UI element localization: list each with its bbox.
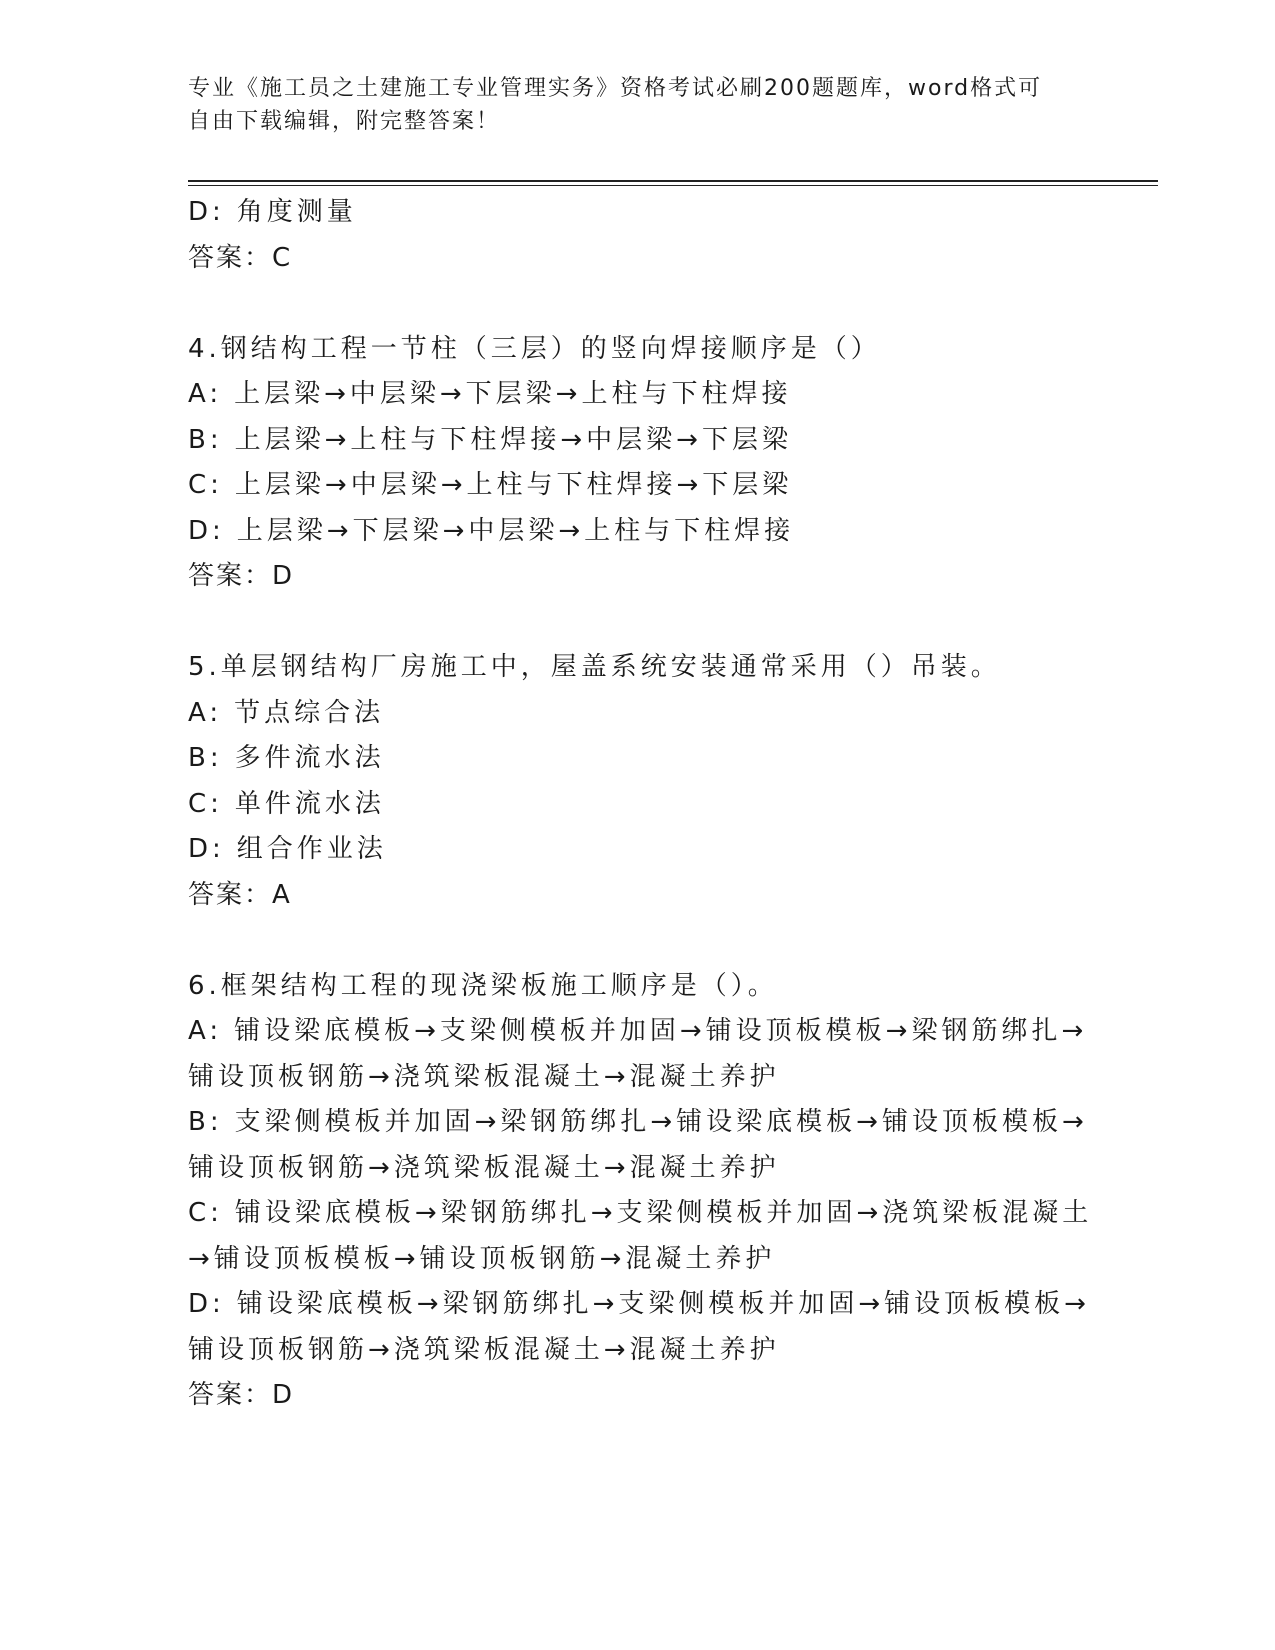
option-letter: D: [188,515,225,546]
option-a-continued: 铺设顶板钢筋→浇筑梁板混凝土→混凝土养护 [188,1061,780,1092]
option-b [188,418,1088,464]
option-letter: B: [188,424,223,455]
answer: 答案：C [188,242,293,273]
option-text: 上层梁→中层梁→上柱与下柱焊接→下层梁 [234,470,793,500]
option-letter: D: [188,834,225,864]
option-b-continued: 铺设顶板钢筋→浇筑梁板混凝土→混凝土养护 [188,1152,780,1183]
option-letter: A: [188,1016,223,1046]
question-stem: 6.框架结构工程的现浇梁板施工顺序是（）。 [188,970,778,1001]
option-letter: A: [188,379,223,409]
option-text: 角度测量 [236,197,357,227]
option-c-continued: →铺设顶板模板→铺设顶板钢筋→混凝土养护 [188,1243,776,1274]
option-letter: C: [188,1198,223,1228]
option-text: 支梁侧模板并加固→梁钢筋绑扎→铺设梁底模板→铺设顶板模板→ [234,1107,1088,1137]
option-c [188,463,1088,509]
option-b [188,736,1088,782]
option-letter: A: [188,697,223,728]
option-letter: D: [188,1289,225,1319]
question-stem: 4.钢结构工程一节柱（三层）的竖向焊接顺序是（） [188,333,881,364]
option-letter: C: [188,788,223,819]
header-line-1: 专业《施工员之土建施工专业管理实务》资格考试必刷200题题库，word格式可 [188,76,1043,101]
answer: 答案：A [188,879,292,910]
option-a [188,372,1088,418]
header-line-2: 自由下载编辑，附完整答案！ [188,109,501,134]
header-rule-thick [188,180,1158,182]
option-text: 组合作业法 [236,834,387,864]
question-list [188,190,1093,1419]
option-c [188,782,1088,828]
option-letter: B: [188,1107,223,1137]
option-text: 节点综合法 [234,697,385,728]
option-letter: C: [188,470,223,500]
option-text: 上层梁→中层梁→下层梁→上柱与下柱焊接 [234,379,792,409]
option-text: 铺设梁底模板→梁钢筋绑扎→支梁侧模板并加固→铺设顶板模板→ [236,1289,1090,1319]
option-text: 单件流水法 [234,788,385,819]
option-a [188,691,1088,737]
option-text: 铺设梁底模板→梁钢筋绑扎→支梁侧模板并加固→浇筑梁板混凝土 [234,1198,1093,1228]
option-d [188,190,1088,236]
option-letter: D: [188,197,225,227]
answer: 答案：D [188,561,295,591]
option-c [188,1191,1093,1237]
answer: 答案：D [188,1380,295,1410]
option-text: 上层梁→下层梁→中层梁→上柱与下柱焊接 [236,515,795,546]
question-stem: 5.单层钢结构厂房施工中，屋盖系统安装通常采用（）吊装。 [188,652,1001,682]
option-a [188,1009,1088,1055]
option-text: 多件流水法 [234,743,385,773]
option-d [188,827,1088,873]
option-text: 上层梁→上柱与下柱焊接→中层梁→下层梁 [234,424,792,455]
header-rule-thin [188,185,1158,186]
option-d [188,509,1088,555]
option-b [188,1100,1088,1146]
document-header [188,72,1068,138]
option-d [188,1282,1088,1328]
option-d-continued: 铺设顶板钢筋→浇筑梁板混凝土→混凝土养护 [188,1334,780,1365]
option-text: 铺设梁底模板→支梁侧模板并加固→铺设顶板模板→梁钢筋绑扎→ [234,1016,1088,1046]
option-letter: B: [188,743,223,773]
